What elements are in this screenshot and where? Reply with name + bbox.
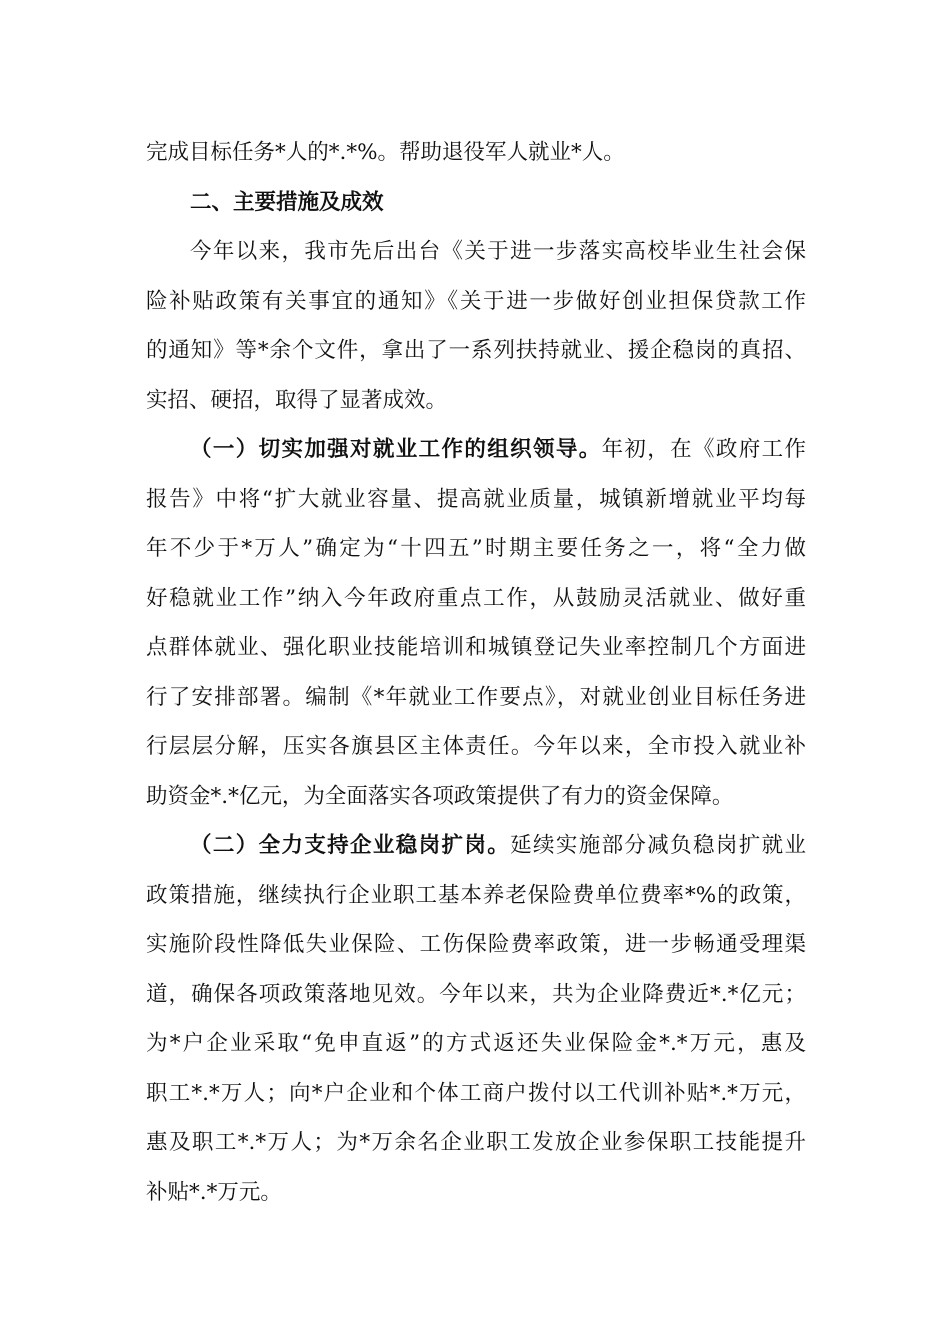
paragraph-line: 行了安排部署。编制《*年就业工作要点》，对就业创业目标任务进 [146,684,806,710]
paragraph-line: 惠及职工*.*万人；为*万余名企业职工发放企业参保职工技能提升 [146,1130,806,1155]
subsection-heading: （二）全力支持企业稳岗扩岗。 [190,833,511,858]
paragraph-line: 职工*.*万人；向*户企业和个体工商户拨付以工代训补贴*.*万元， [146,1080,806,1106]
paragraph-line: 政策措施，继续执行企业职工基本养老保险费单位费率*%的政策， [146,882,806,908]
paragraph-line: 完成目标任务*人的*.*%。帮助退役军人就业*人。 [146,140,625,165]
paragraph-line: 为*户企业采取“免申直返”的方式返还失业保险金*.*万元，惠及 [146,1031,806,1056]
paragraph-line: 好稳就业工作”纳入今年政府重点工作，从鼓励灵活就业、做好重 [146,585,806,611]
paragraph-line: 险补贴政策有关事宜的通知》《关于进一步做好创业担保贷款工作 [146,288,806,314]
paragraph-line: 行层层分解，压实各旗县区主体责任。今年以来，全市投入就业补 [146,734,806,759]
paragraph-line: 报告》中将“扩大就业容量、提高就业质量，城镇新增就业平均每 [146,486,806,512]
subsection-line: （二）全力支持企业稳岗扩岗。延续实施部分减负稳岗扩就业 [190,833,806,858]
document-page [146,128,806,1217]
paragraph-line: 的通知》等*余个文件，拿出了一系列扶持就业、援企稳岗的真招、 [146,338,806,363]
paragraph-line: 今年以来，我市先后出台《关于进一步落实高校毕业生社会保 [190,239,806,264]
paragraph-line: 补贴*.*万元。 [146,1179,282,1205]
paragraph-line: 助资金*.*亿元，为全面落实各项政策提供了有力的资金保障。 [146,783,734,809]
paragraph-line: 实招、硬招，取得了显著成效。 [146,387,448,413]
subsection-line: （一）切实加强对就业工作的组织领导。年初，在《政府工作 [190,437,806,462]
subsection-heading: （一）切实加强对就业工作的组织领导。 [190,437,602,462]
paragraph-line: 年不少于*万人”确定为“十四五”时期主要任务之一，将“全力做 [146,536,806,561]
paragraph-line: 实施阶段性降低失业保险、工伤保险费率政策，进一步畅通受理渠 [146,932,806,957]
paragraph-line: 点群体就业、强化职业技能培训和城镇登记失业率控制几个方面进 [146,635,806,660]
section-heading: 二、主要措施及成效 [190,189,384,215]
paragraph-line: 道，确保各项政策落地见效。今年以来，共为企业降费近*.*亿元； [146,981,806,1007]
